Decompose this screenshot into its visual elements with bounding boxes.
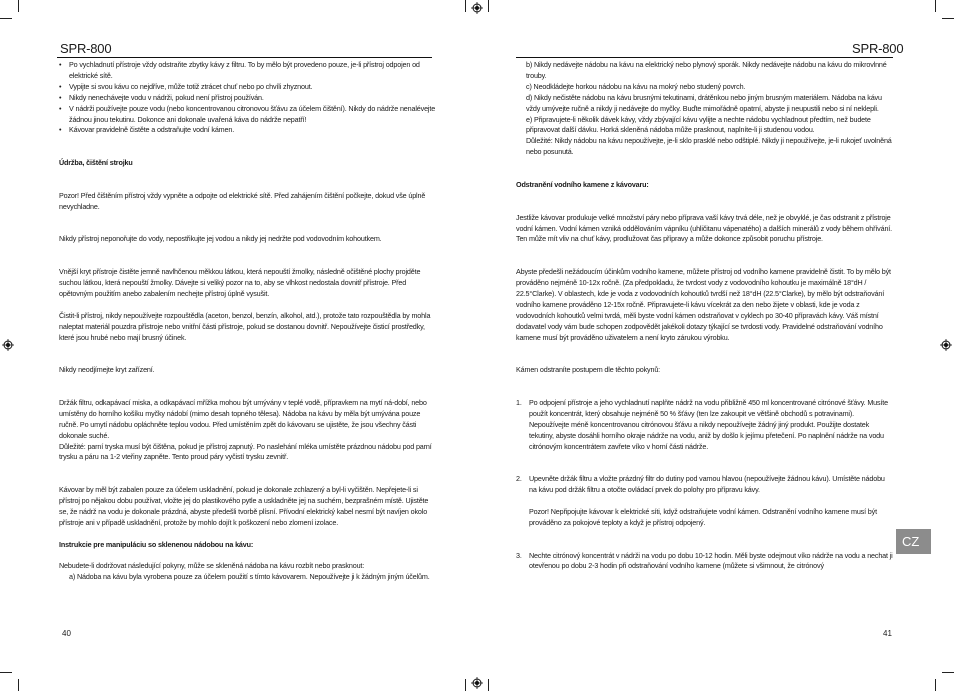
step-3 [516, 551, 894, 573]
follow-paragraph: Nebudete-li dodržovat následující pokyny, může se skleněná nádoba na kávu rozbít nebo prasknout: [59, 561, 365, 571]
bullet-item: • Po vychladnutí přístroje vždy odstraňte zbytky kávy z filtru. To by mělo být provedeno pouze, je-li přístroj odpojen od elektrické sítě. [59, 60, 437, 82]
steam-paragraph: Důležité: parní tryska musí být čištěna, pokud je přístroj zapnutý. Po naslehání mléka umístěte prázdnou nádobu pod parní trysku a páru na 1-2 vteřiny zapněte. Tento proud páry vyčistí trysku zevnitř. [59, 441, 432, 462]
glass-item-b: b) Nikdy nedávejte nádobu na kávu na elektrický nebo plynový sporák. Nikdy nedávejte nádobu na kávu do mikrovlnné trouby. [526, 60, 887, 80]
crop-mark [488, 0, 489, 12]
bullet-item: • V nádrži používejte pouze vodu (nebo koncentrovanou citronovou šťávu za účelem čištění). Nikdy do nádrže nenalévejte žádnou jinou tekutinu. Dokonce ani dokonale uvařená káva do nádrže nepatří! [59, 104, 437, 126]
glass-item-e-note: Důležité: Nikdy nádobu na kávu nepoužívejte, je-li sklo prasklé nebo odštiplé. Nikdy ji nepoužívejte, je-li rukojeť uvolněná nebo posunutá. [526, 136, 892, 157]
bullet-item: • Kávovar pravidelně čistěte a odstraňujte vodní kámen. [59, 125, 437, 136]
registration-mark-icon [2, 339, 14, 351]
step-text: Nechte citrónový koncentrát v nádrži na vodu po dobu 10-12 hodin. Měli byste odejmout víko nádrže na vodu a nechat ji otevřenou po dobu 2-3 hodin při odstraňování vodního kamene (můžete si všimnout, že citrónový [529, 550, 893, 571]
left-page-body [59, 60, 437, 583]
glass-heading: Instrukcie pre manipuláciu so sklenenou nádobou na kávu: [59, 539, 254, 549]
registration-mark-icon [471, 2, 483, 14]
crop-mark [935, 0, 936, 12]
step-number: 1. [516, 397, 522, 407]
crop-mark [0, 18, 12, 19]
crop-mark [18, 679, 19, 691]
left-page-header: SPR-800 [60, 41, 112, 56]
crop-mark [942, 18, 954, 19]
bullet-item: • Nikdy nenechávejte vodu v nádrži, pokud není přístroj používán. [59, 93, 437, 104]
crop-mark [465, 679, 466, 691]
crop-mark [942, 672, 954, 673]
glass-item-e: e) Připravujete-li několik dávek kávy, vždy zbývající kávu vylijte a nechte nádobu vychladnout předtím, než budete připravovat další dávku. Horká skleněná nádoba může prasknout, naplníte-li ji studenou vodou. [526, 114, 871, 135]
crop-mark [465, 0, 466, 12]
cover-paragraph: Nikdy neodjímejte kryt zařízení. [59, 365, 155, 375]
glass-item-c: c) Neodkládejte horkou nádobu na kávu na mokrý nebo studený povrch. [526, 81, 746, 91]
step-warning: Pozor! Nepřipojujte kávovar k elektrické síti, když odstraňujete vodní kámen. Odstranění vodního kamene musí být prováděno za pokojové teploty a když je přístroj odpojený. [529, 506, 877, 527]
scale-paragraph-2: Abyste předešli nežádoucím účinkům vodního kamene, můžete přístroj od vodního kamene pravidelně čistit. To by mělo být prováděno nejméně 10-12x ročně. (Za předpokladu, že tvrdost vody z vodovodního kohoutku je maximálně 18°dH / 22.5°Clarke). V oblastech, kde je voda z vodovodních kohoutků tvrdší než 18°dH (22.5°Clarke), by mělo být odstraňování vodního kamene prováděno 12-15x ročně. Připravujete-li kávu vícekrát za den nebo žijete v oblasti, kde je voda z vodovodních kohoutků velmi tvrdá, měli byste vodní kámen odstraňovat v cyklech po 30-40 přípravách kávy. Váš místní dodavatel vody vám bude schopen zodpovědět jakékoli dotazy týkající se tvrdosti vody. Pravidelné odstraňování vodního kamene musí být prováděno uživatelem a není kryto zárukou výrobku. [516, 267, 891, 342]
registration-mark-icon [471, 677, 483, 689]
storage-paragraph: Kávovar by měl být zabalen pouze za účelem uskladnění, pokud je dokonale zchlazený a byl-li vyčištěn. Nepřejete-li si přístroj po nějakou dobu používat, vložte jej do plastikového pytle a uskladněte jej na suchém, bezprašném místě. Ujistěte se, že nádrž na vodu je dokonale prázdná, abyste předešli tvorbě plísní. Přívodní elektrický kabel nesmí být navíjen okolo přístroje ani v případě uskladnění, protože by mohlo dojít k poškození nebo zlomení izolace. [59, 485, 429, 527]
step-number: 2. [516, 474, 522, 484]
filter-paragraph: Držák filtru, odkapávací miska, a odkapávací mřížka mohou být umývány v teplé vodě, přípravkem na mytí ná-dobí, nebo umístěny do horního košíku myčky nádobí (mimo desah topného tělesa). Nádoba na kávu by měla být umývána pouze ručně. Po umytí nádobu opláchněte teplou vodou. Před umístěním zpět do kávovaru se ujistěte, že jsou všechny části dokonale suché. [59, 397, 427, 440]
glass-item-a: a) Nádoba na kávu byla vyrobena pouze za účelem použití s tímto kávovarem. Nepoužívejte ji k žádným jiným účelům. [69, 572, 430, 582]
solvents-paragraph: Čistit-li přístroj, nikdy nepoužívejte rozpouštědla (aceton, benzol, benzín, alkohol, atd.), protože tato rozpouštědla by mohla naleptat materiál pouzdra přístroje nebo vnitřní části přístroje, pokud se dostanou dovnitř. Nepoužívejte čisticí prostředky, které jsou hrubé nebo mají brusný účinek. [59, 310, 431, 342]
descale-heading: Odstranění vodního kamene z kávovaru: [516, 179, 649, 189]
scale-paragraph-1: Jestliže kávovar produkuje velké množství páry nebo příprava vaší kávy trvá déle, než je obvyklé, je čas odstranit z přístroje vodní kámen. Vodní kámen vzniká oddělováním vápníku (uhličitanu vápenatého) a dalších minerálů z vody během ohřívání. Ten může mít vliv na chuť kávy, prodlužovat čas přípravy a může dokonce způsobit poruchu přístroje. [516, 212, 892, 244]
step-text: Upevněte držák filtru a vložte prázdný filtr do dutiny pod varnou hlavou (nepoužívejte žádnou kávu). Umístěte nádobu na kávu pod držák filtru a otočte ovládací prvek do polohy pro přípravu kávy. [529, 474, 885, 495]
steps-intro: Kámen odstraníte postupem dle těchto pokynů: [516, 365, 661, 375]
left-header-rule [57, 57, 432, 58]
bullet-item: • Vypijte si svou kávu co nejdříve, může totiž ztrácet chuť nebo po chvíli zhyznout. [59, 82, 437, 93]
crop-mark [935, 679, 936, 691]
crop-mark [18, 0, 19, 12]
right-page-body [516, 60, 894, 572]
language-tab: CZ [896, 529, 931, 554]
crop-mark [488, 679, 489, 691]
right-page-header: SPR-800 [852, 41, 904, 56]
usage-bullet-list [59, 60, 437, 136]
warning-paragraph: Pozor! Před čištěním přístroj vždy vypněte a odpojte od elektrické sítě. Před zahájením čištění počkejte, dokud vše úplně nevychladne. [59, 190, 426, 211]
crop-mark [0, 672, 12, 673]
maintenance-heading: Údržba, čištění strojku [59, 158, 133, 168]
step-text: Po odpojení přístroje a jeho vychladnutí naplňte nádrž na vodu přibližně 450 ml koncentrované citrónové šťávy. Musíte použít koncentrát, který obsahuje nejméně 50 % šťávy (ten lze zakoupit ve většině obchodů s potravinami). Nepoužívejte méně koncentrovanou citrónovou šťávu a nikdy nepoužívejte žádný jiný produkt. Použijte dostatek tekutiny, abyste dosáhli horního okraje nádrže na vodu, aniž by došlo k jejímu přetečení. Po naplnění nádrže na vodu citrónovým koncentrátem zavřete víko v horní části nádrže. [529, 397, 888, 451]
step-1 [516, 398, 894, 453]
outer-cleaning-paragraph: Vnější kryt přístroje čistěte jemně navlhčenou měkkou látkou, která nepouští žmolky, následně očištěné plochy projděte suchou látkou, která nepouští žmolky. Dávejte si veliký pozor na to, aby se vlhkost nedostala dovnitř přístroje. Před opětovným použitím anebo zabalením nechejte přístroj úplně vysušit. [59, 267, 421, 298]
step-2 [516, 474, 894, 529]
left-page-number: 40 [62, 629, 71, 638]
right-page-number: 41 [883, 629, 892, 638]
right-header-rule [516, 57, 893, 58]
water-paragraph: Nikdy přístroj neponořujte do vody, nepostřikujte jej vodou a nikdy jej nedržte pod vodovodním kohoutkem. [59, 234, 382, 244]
registration-mark-icon [940, 339, 952, 351]
step-number: 3. [516, 550, 522, 560]
glass-item-d: d) Nikdy nečistěte nádobu na kávu brusnými tekutinami, drátěnkou nebo jiným brusným materiálem. Nádoba na kávu vždy umývejte ručně a nikdy ji nedávejte do myčky. Buďte mimořádně opatrní, abyste ji neupustili nebo si ní neklepli. [526, 92, 882, 113]
